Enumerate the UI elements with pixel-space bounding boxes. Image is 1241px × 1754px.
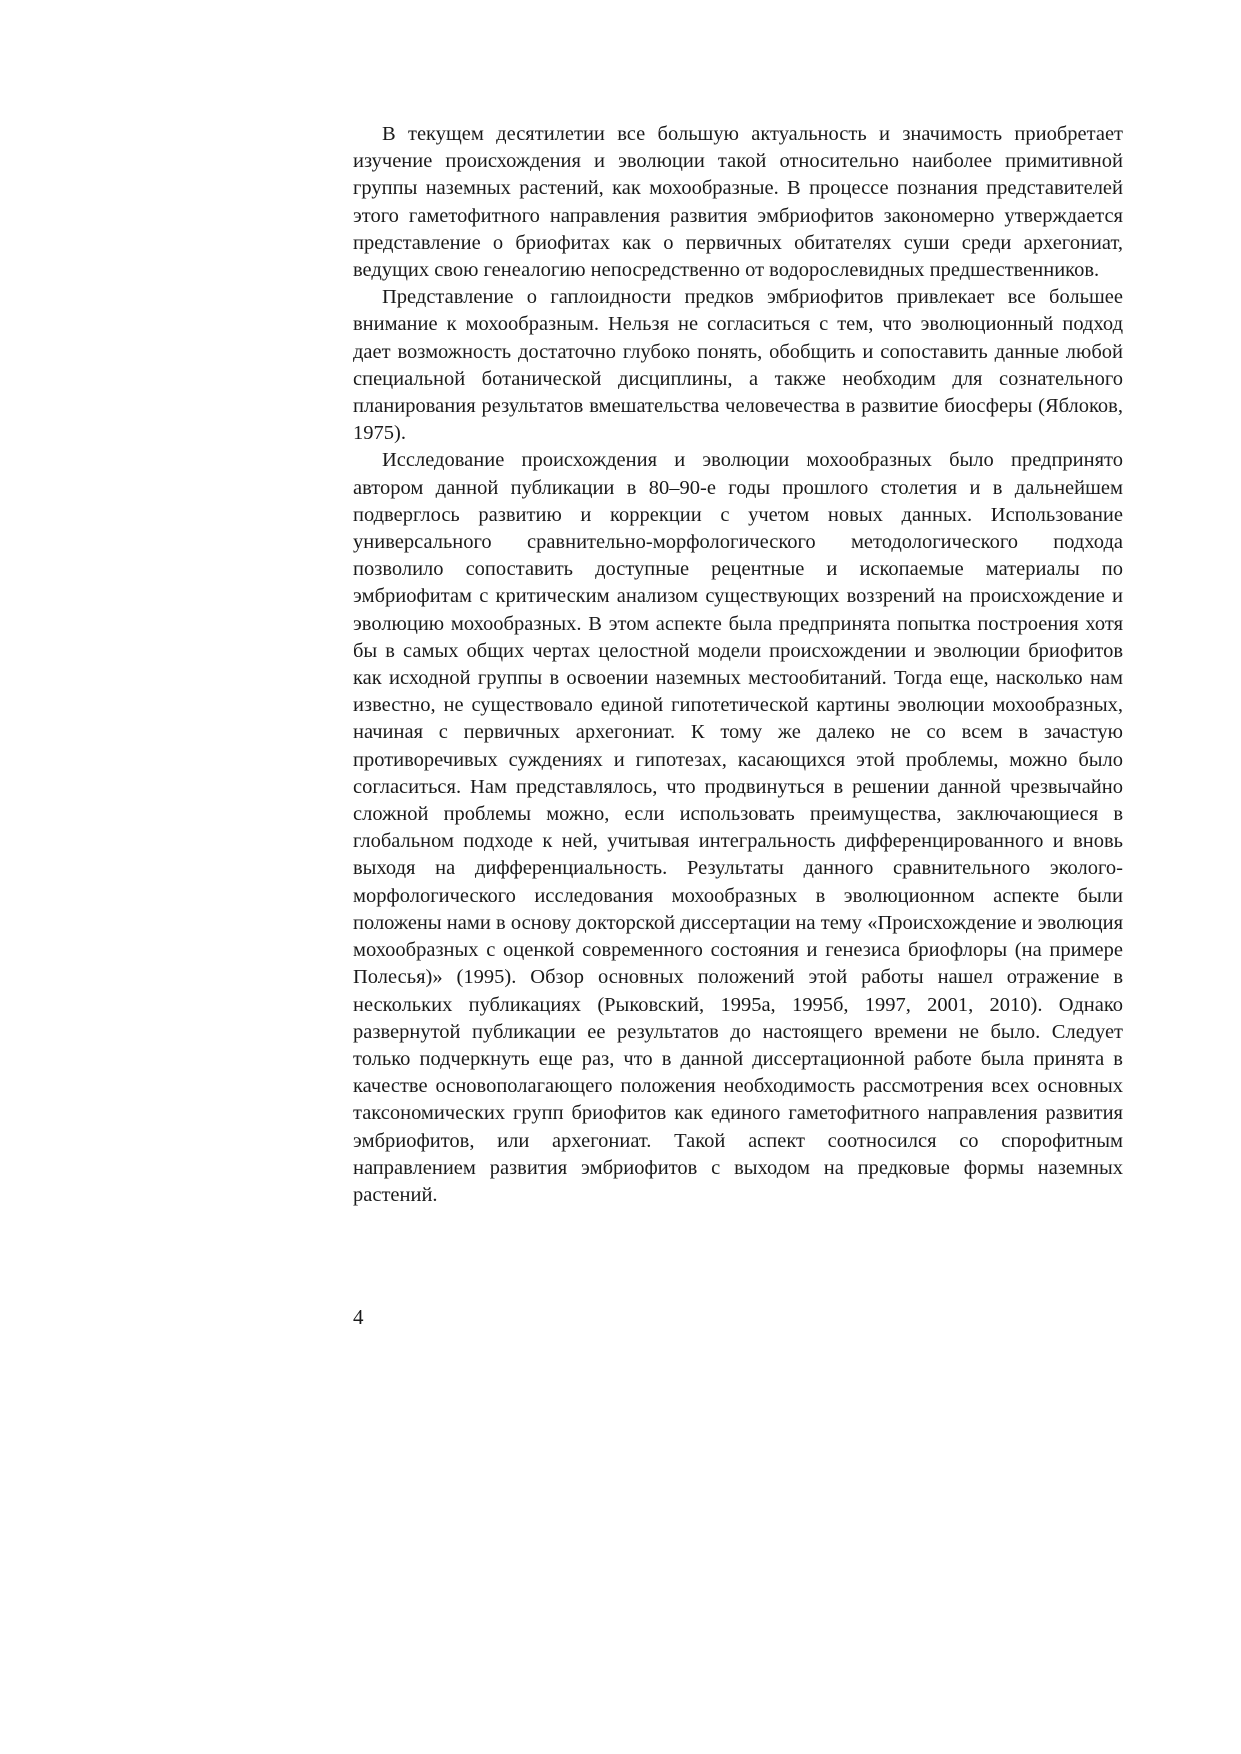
body-text [353, 121, 1123, 1209]
paragraph-3: Исследование происхождения и эволюции мохообразных было предпринято автором данной публикации в 80–90-е годы прошлого столетия и в дальнейшем подверглось развитию и коррекции с учетом новых данных. Использование универсального сравнительно-морфологического методологического подхода позволило сопоставить доступные рецентные и ископаемые материалы по эмбриофитам с критическим анализом существующих воззрений на происхождение и эволюцию мохообразных. В этом аспекте была предпринята попытка построения хотя бы в самых общих чертах целостной модели происхождении и эволюции бриофитов как исходной группы в освоении наземных местообитаний. Тогда еще, насколько нам известно, не существовало единой гипотетической картины эволюции мохообразных, начиная с первичных архегониат. К тому же далеко не со всем в зачастую противоречивых суждениях и гипотезах, касающихся этой проблемы, можно было согласиться. Нам представлялось, что продвинуться в решении данной чрезвычайно сложной проблемы можно, если использовать преимущества, заключающиеся в глобальном подходе к ней, учитывая интегральность дифференцированного и вновь выходя на дифференциальность. Результаты данного сравнительного эколого-морфологического исследования мохообразных в эволюционном аспекте были положены нами в основу докторской диссертации на тему «Происхождение и эволюция мохообразных с оценкой современного состояния и генезиса бриофлоры (на примере Полесья)» (1995). Обзор основных положений этой работы нашел отражение в нескольких публикациях (Рыковский, 1995а, 1995б, 1997, 2001, 2010). Однако развернутой публикации ее результатов до настоящего времени не было. Следует только подчеркнуть еще раз, что в данной диссертационной работе была принята в качестве основополагающего положения необходимость рассмотрения всех основных таксономических групп бриофитов как единого гаметофитного направления развития эмбриофитов, или архегониат. Такой аспект соотносился со спорофитным направлением развития эмбриофитов с выходом на предковые формы наземных растений. [353, 449, 1123, 1206]
paragraph-2: Представление о гаплоидности предков эмбриофитов привлекает все большее внимание к мохообразным. Нельзя не согласиться с тем, что эволюционный подход дает возможность достаточно глубоко понять, обобщить и сопоставить данные любой специальной ботанической дисциплины, а также необходим для сознательного планирования результатов вмешательства человечества в развитие биосферы (Яблоков, 1975). [353, 286, 1123, 445]
page-number: 4 [353, 1305, 364, 1329]
paragraph-1: В текущем десятилетии все большую актуальность и значимость приобретает изучение происхождения и эволюции такой относительно наиболее примитивной группы наземных растений, как мохообразные. В процессе познания представителей этого гаметофитного направления развития эмбриофитов закономерно утверждается представление о бриофитах как о первичных обитателях суши среди архегониат, ведущих свою генеалогию непосредственно от водорослевидных предшественников. [353, 123, 1123, 282]
